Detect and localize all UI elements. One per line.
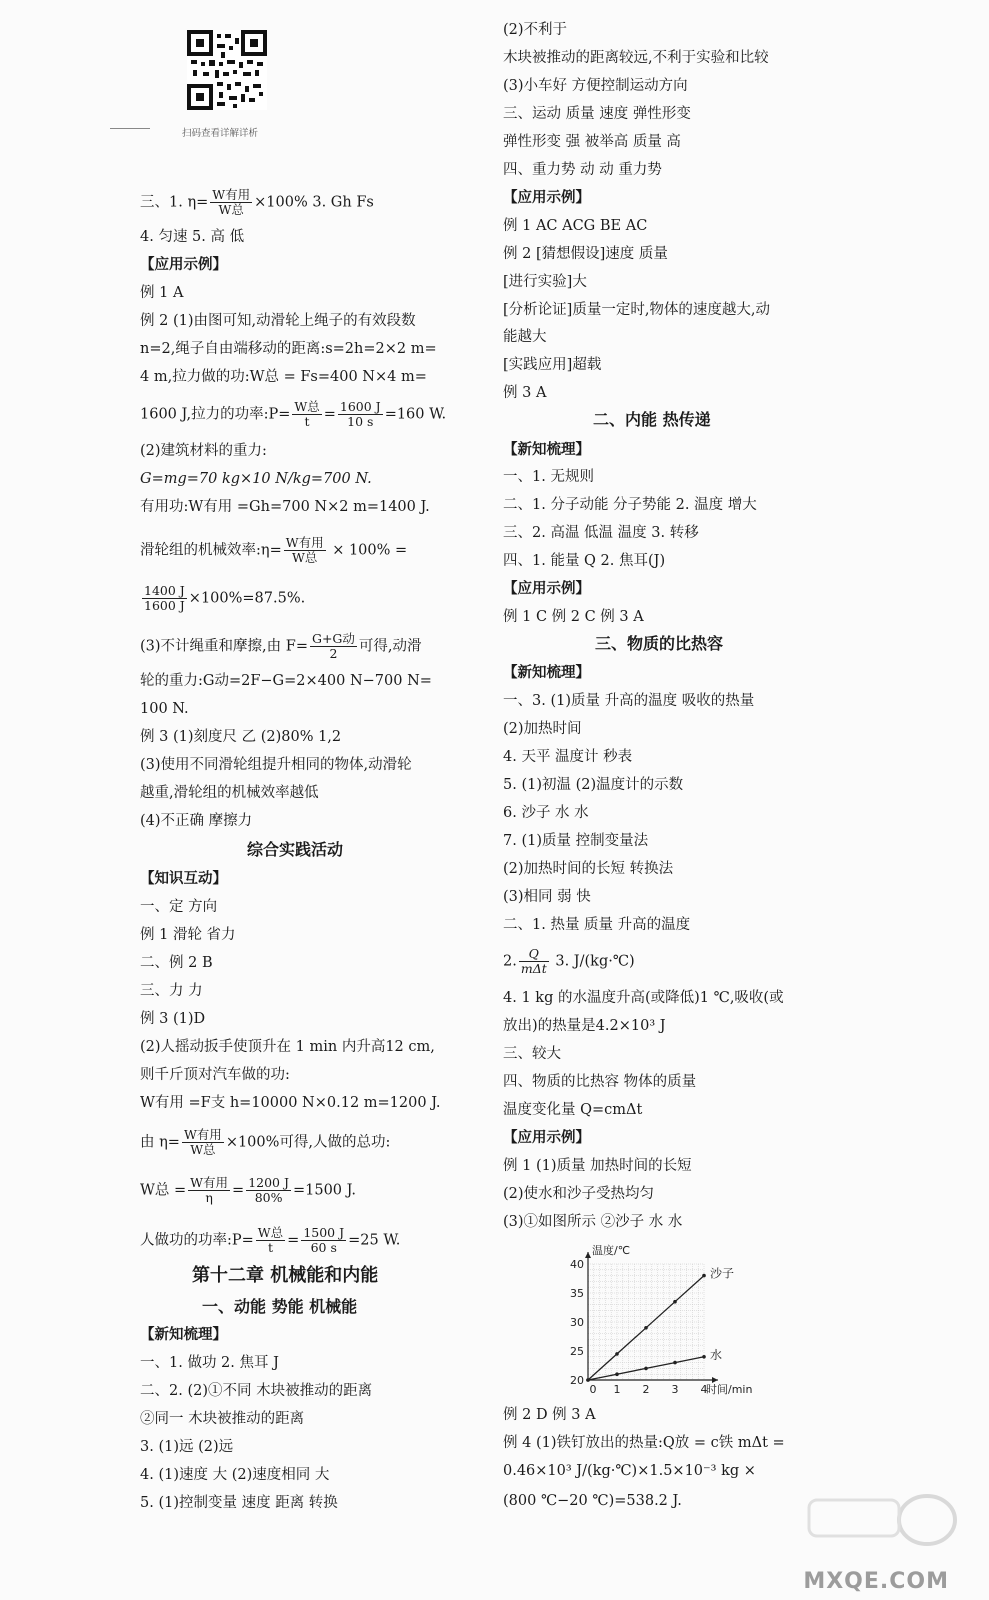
answer-line: 则千斤顶对汽车做的功: <box>140 1067 290 1083</box>
answer-line: 100 N. <box>140 701 189 717</box>
section-heading: 【知识互动】 <box>140 871 227 887</box>
answer-line: (2)使水和沙子受热均匀 <box>503 1186 655 1202</box>
answer-line: 一、定 方向 <box>140 899 218 915</box>
answer-line: 3. (1)远 (2)远 <box>140 1439 234 1455</box>
answer-line: (2)加热时间 <box>503 721 582 737</box>
divider <box>110 128 150 129</box>
answer-line: (3)使用不同滑轮组提升相同的物体,动滑轮 <box>140 757 412 773</box>
y-tick-label: 25 <box>570 1345 584 1358</box>
answer-line: (2)不利于 <box>503 22 568 38</box>
answer-line: n=2,绳子自由端移动的距离:s=2h=2×2 m= <box>140 341 437 357</box>
answer-line: (3)相同 弱 快 <box>503 889 591 905</box>
x-tick-label: 3 <box>671 1383 679 1396</box>
answer-line: (3)不计绳重和摩擦,由 F= $\frac{\text{G+G动}}{2}$ 可得,动滑 <box>140 631 422 661</box>
answer-line: 例 4 (1)铁钉放出的热量:Q放 = c铁 mΔt = <box>503 1435 785 1451</box>
answer-line: 三、2. 高温 低温 温度 3. 转移 <box>503 525 699 541</box>
answer-line: 由 η= $\frac{\text{W有用}}{\text{W总}}$ ×100%可得,人做的总功: <box>140 1127 391 1157</box>
answer-line: 三、较大 <box>503 1046 561 1062</box>
section-heading: 【应用示例】 <box>503 190 590 206</box>
chapter-title: 第十二章 机械能和内能 <box>192 1265 379 1286</box>
answer-line: (2)人摇动扳手使顶升在 1 min 内升高12 cm, <box>140 1039 435 1055</box>
answer-line: 三、1. η= $\frac{\text{W有用}}{\text{W总}}$ ×100% 3. Gh Fs <box>140 187 374 217</box>
answer-line: 1600 J,拉力的功率:P= $\frac{\text{W总}}{t}$ = $\frac{1600 J}{10 s}$ =160 W. <box>140 399 447 429</box>
section-heading: 【应用示例】 <box>503 581 590 597</box>
answer-line: 例 2 [猜想假设]速度 质量 <box>503 246 668 262</box>
section-title: 一、动能 势能 机械能 <box>202 1297 358 1316</box>
watermark-text: MXQE.COM <box>803 1569 949 1594</box>
y-tick-label: 40 <box>570 1258 584 1271</box>
answer-line: 例 2 (1)由图可知,动滑轮上绳子的有效段数 <box>140 313 416 329</box>
answer-line: 4. (1)速度 大 (2)速度相同 大 <box>140 1467 330 1483</box>
x-tick-label: 1 <box>613 1383 621 1396</box>
section-heading: 【新知梳理】 <box>140 1327 227 1343</box>
answer-line: 木块被推动的距离较远,不利于实验和比较 <box>503 50 769 66</box>
section-heading: 【应用示例】 <box>503 1130 590 1146</box>
answer-line: [进行实验]大 <box>503 274 587 290</box>
watermark-logo <box>799 1490 969 1570</box>
answer-line: 二、例 2 B <box>140 955 213 971</box>
answer-line: 轮的重力:G动=2F−G=2×400 N−700 N= <box>140 673 432 689</box>
y-tick-label: 20 <box>570 1374 584 1387</box>
section-heading: 【新知梳理】 <box>503 442 590 458</box>
answer-line: [分析论证]质量一定时,物体的速度越大,动 <box>503 302 771 318</box>
answer-line: 7. (1)质量 控制变量法 <box>503 833 649 849</box>
answer-line: (3)①如图所示 ②沙子 水 水 <box>503 1214 683 1230</box>
answer-line: 放出)的热量是4.2×10³ J <box>503 1018 666 1034</box>
data-point <box>702 1355 706 1359</box>
data-point <box>615 1352 619 1356</box>
data-point <box>615 1372 619 1376</box>
qr-code <box>187 30 267 110</box>
answer-line: 人做功的功率:P= $\frac{\text{W总}}{t}$ = $\frac{1500 J}{60 s}$ =25 W. <box>140 1225 401 1255</box>
answer-line: 能越大 <box>503 329 547 345</box>
answer-line: 四、物质的比热容 物体的质量 <box>503 1074 697 1090</box>
answer-line: 四、1. 能量 Q 2. 焦耳(J) <box>503 553 666 569</box>
answer-line: (3)小车好 方便控制运动方向 <box>503 78 688 94</box>
chart-canvas <box>560 1242 790 1402</box>
x-tick-label: 2 <box>642 1383 650 1396</box>
answer-line: 温度变化量 Q=cmΔt <box>503 1102 643 1118</box>
answer-line: 例 1 (1)质量 加热时间的长短 <box>503 1158 692 1174</box>
answer-line: 二、1. 分子动能 分子势能 2. 温度 增大 <box>503 497 757 513</box>
answer-line: 2. $\frac{Q}{\text{mΔt}}$ 3. J/(kg·℃) <box>503 946 635 976</box>
answer-line: 4. 1 kg 的水温度升高(或降低)1 ℃,吸收(或 <box>503 990 784 1006</box>
series-label: 沙子 <box>710 1266 735 1281</box>
data-point <box>586 1378 590 1382</box>
y-axis-arrow <box>585 1252 591 1258</box>
answer-line: 有用功:W有用 =Gh=700 N×2 m=1400 J. <box>140 499 430 515</box>
answer-line: 弹性形变 强 被举高 质量 高 <box>503 134 681 150</box>
answer-line: W有用 =F支 h=10000 N×0.12 m=1200 J. <box>140 1095 441 1111</box>
x-tick-label: 4 <box>700 1383 708 1396</box>
section-title: 综合实践活动 <box>247 840 344 859</box>
answer-line: 例 1 滑轮 省力 <box>140 927 236 943</box>
y-tick-label: 30 <box>570 1316 584 1329</box>
section-heading: 【新知梳理】 <box>503 665 590 681</box>
answer-line: 例 1 A <box>140 285 184 301</box>
section-heading: 【应用示例】 <box>140 257 227 273</box>
answer-line: 二、2. (2)①不同 木块被推动的距离 <box>140 1383 373 1399</box>
answer-line: 三、运动 质量 速度 弹性形变 <box>503 106 691 122</box>
answer-line: 例 3 A <box>503 385 547 401</box>
answer-line: ②同一 木块被推动的距离 <box>140 1411 305 1427</box>
answer-line: (4)不正确 摩擦力 <box>140 813 253 829</box>
answer-line: 例 2 D 例 3 A <box>503 1407 596 1423</box>
answer-line: 例 1 AC ACG BE AC <box>503 218 648 234</box>
answer-line: 三、力 力 <box>140 983 203 999</box>
data-point <box>702 1274 706 1278</box>
answer-line: (800 ℃−20 ℃)=538.2 J. <box>503 1493 682 1509</box>
answer-line: 4. 匀速 5. 高 低 <box>140 229 245 245</box>
x-axis-label: 时间/min <box>706 1383 753 1396</box>
answer-line: 四、重力势 动 动 重力势 <box>503 162 662 178</box>
section-title: 二、内能 热传递 <box>593 410 711 429</box>
data-point <box>644 1367 648 1371</box>
x-tick-label: 0 <box>589 1383 597 1396</box>
y-tick-label: 35 <box>570 1287 584 1300</box>
answer-line: 4 m,拉力做的功:W总 = Fs=400 N×4 m= <box>140 369 427 385</box>
answer-line: 例 3 (1)刻度尺 乙 (2)80% 1,2 <box>140 729 342 745</box>
answer-line: 例 1 C 例 2 C 例 3 A <box>503 609 644 625</box>
data-point <box>673 1300 677 1304</box>
answer-line: 滑轮组的机械效率:η= $\frac{\text{W有用}}{\text{W总}}$ × 100% = <box>140 535 408 565</box>
answer-line: 4. 天平 温度计 秒表 <box>503 749 633 765</box>
answer-line: (2)加热时间的长短 转换法 <box>503 861 674 877</box>
data-point <box>673 1361 677 1365</box>
data-point <box>644 1326 648 1330</box>
answer-line: [实践应用]超载 <box>503 357 602 373</box>
section-title: 三、物质的比热容 <box>595 634 724 653</box>
answer-line: (2)建筑材料的重力: <box>140 443 267 459</box>
answer-line: 二、1. 热量 质量 升高的温度 <box>503 917 691 933</box>
answer-line: G=mg=70 kg×10 N/kg=700 N. <box>140 471 372 487</box>
answer-line: 一、1. 做功 2. 焦耳 J <box>140 1355 279 1371</box>
answer-line: W总 = $\frac{\text{W有用}}{\eta}$ = $\frac{1200 J}{80\%}$ =1500 J. <box>140 1175 356 1205</box>
series-label: 水 <box>710 1347 723 1362</box>
qr-caption: 扫码查看详解详析 <box>182 128 259 139</box>
answer-line: 一、3. (1)质量 升高的温度 吸收的热量 <box>503 693 755 709</box>
answer-line: 越重,滑轮组的机械效率越低 <box>140 785 319 801</box>
answer-line: 6. 沙子 水 水 <box>503 805 589 821</box>
answer-line: 例 3 (1)D <box>140 1011 206 1027</box>
temperature-chart <box>560 1242 790 1402</box>
answer-line: 一、1. 无规则 <box>503 469 594 485</box>
answer-line: 5. (1)控制变量 速度 距离 转换 <box>140 1495 338 1511</box>
answer-line: 0.46×10³ J/(kg·℃)×1.5×10⁻³ kg × <box>503 1463 756 1479</box>
answer-line: $\frac{1400 J}{1600 J}$ ×100%=87.5%. <box>144 583 306 613</box>
answer-line: 5. (1)初温 (2)温度计的示数 <box>503 777 684 793</box>
y-axis-label: 温度/℃ <box>592 1244 631 1257</box>
